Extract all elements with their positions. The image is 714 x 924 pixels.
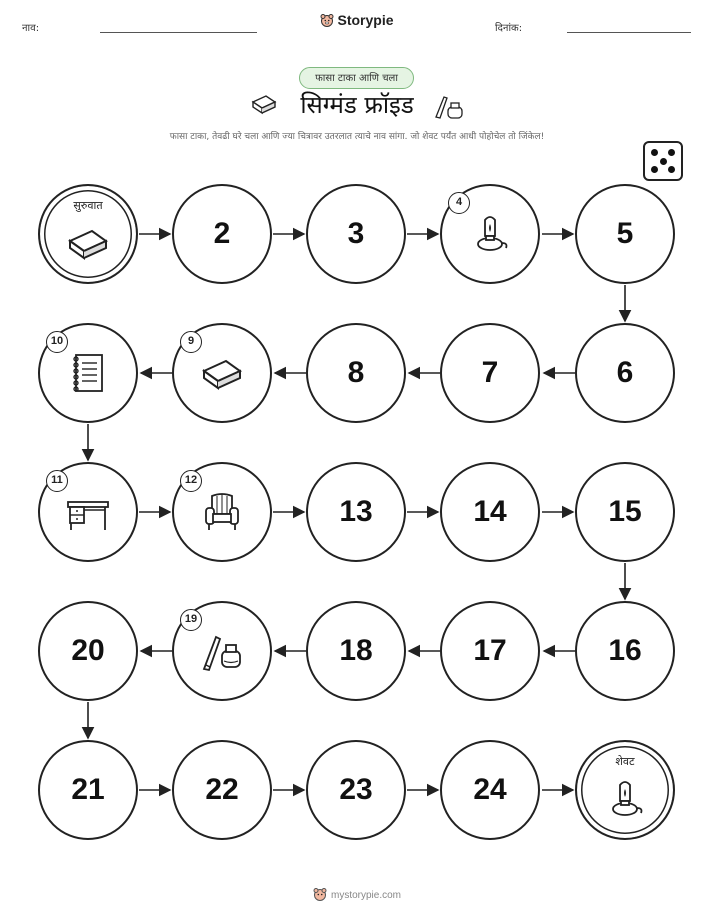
name-label: नाव: [22, 23, 40, 34]
page-title: सिग्मंड फ्रॉइड [300, 91, 414, 119]
board-cell-23: 23 [306, 740, 406, 840]
oil-lamp-icon [466, 210, 514, 258]
brand-name: Storypie [337, 12, 394, 28]
board-cell-11 [38, 462, 138, 562]
armchair-icon [198, 488, 246, 536]
board-cell-8: 8 [306, 323, 406, 423]
board-cell-14: 14 [440, 462, 540, 562]
board-cell-20: 20 [38, 601, 138, 701]
board-cell-6: 6 [575, 323, 675, 423]
cell-number-badge: 9 [180, 331, 202, 353]
board-cell-end [575, 740, 675, 840]
board-cell-13: 13 [306, 462, 406, 562]
board-cell-18: 18 [306, 601, 406, 701]
board-cell-16: 16 [575, 601, 675, 701]
board-cell-7: 7 [440, 323, 540, 423]
game-tag: फासा टाका आणि चला [299, 67, 414, 89]
cell-number-badge: 4 [448, 192, 470, 214]
board-cell-22: 22 [172, 740, 272, 840]
board-cell-10 [38, 323, 138, 423]
board-cell-19 [172, 601, 272, 701]
board-cell-21: 21 [38, 740, 138, 840]
notebook-icon [64, 349, 112, 397]
board-cell-4 [440, 184, 540, 284]
cell-number-badge: 12 [180, 470, 202, 492]
board-cell-17: 17 [440, 601, 540, 701]
cell-number-badge: 19 [180, 609, 202, 631]
board-cell-24: 24 [440, 740, 540, 840]
desk-icon [56, 488, 120, 536]
instructions: फासा टाका, तेवढी घरे चला आणि ज्या चित्रावर उतरलात त्याचे नाव सांगा. जो शेवट पर्यंत आधी पोहोचेल तो जिंकेल! [169, 132, 545, 142]
start-label: सुरुवात [73, 199, 103, 212]
board-cell-15: 15 [575, 462, 675, 562]
cell-number-badge: 10 [46, 331, 68, 353]
footer [0, 887, 714, 904]
board-cell-9 [172, 323, 272, 423]
pen-and-ink-icon [198, 627, 246, 675]
end-label: शेवट [615, 755, 635, 768]
board-cell-5: 5 [575, 184, 675, 284]
cell-number-badge: 11 [46, 470, 68, 492]
footer-site-link[interactable]: mystorypie.com [330, 890, 401, 902]
board-cell-3: 3 [306, 184, 406, 284]
book-icon [198, 349, 246, 397]
board-cell-start [38, 184, 138, 284]
board-cell-12 [172, 462, 272, 562]
date-label: दिनांक: [495, 23, 523, 34]
board-cell-2: 2 [172, 184, 272, 284]
book-icon [64, 219, 112, 267]
bear-mascot-icon [313, 887, 327, 904]
oil-lamp-icon [601, 775, 649, 823]
